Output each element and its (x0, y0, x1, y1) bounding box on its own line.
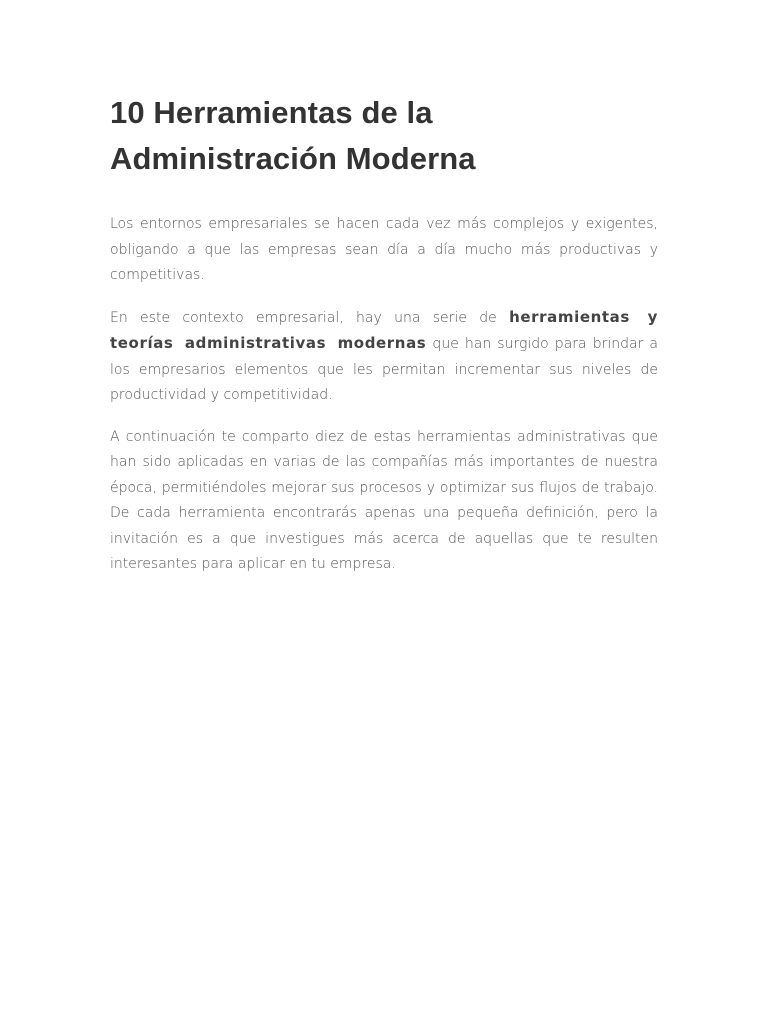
page-title (110, 90, 658, 182)
page-title-line-2: Administración Moderna (110, 141, 476, 176)
context-paragraph (110, 305, 658, 409)
continuation-paragraph: A continuación te comparto diez de estas herramientas administrativas que han sido aplicadas en varias de las compañías más importantes de nuestra época, permitiéndoles mejorar sus procesos y optimizar sus flujos de trabajo. De cada herramienta encontrarás apenas una pequeña definición, pero la invitación es a que investigues más acerca de aquellas que te resulten interesantes para aplicar en tu empresa. (110, 428, 658, 572)
context-paragraph-lead: En este contexto empresarial, hay una serie de (110, 309, 510, 326)
highlighted-phrase: herramientas y teorías administrativas modernas (110, 307, 659, 352)
page-title-line-1: 10 Herramientas de la (110, 95, 433, 130)
article (110, 90, 658, 578)
context-paragraph-tail: que han surgido para brindar a los empresarios elementos que les permitan incrementar sus niveles de productividad y competitividad. (110, 336, 658, 403)
intro-paragraph: Los entornos empresariales se hacen cada vez más complejos y exigentes, obligando a que las empresas sean día a día mucho más productivas y competitivas. (110, 216, 658, 283)
